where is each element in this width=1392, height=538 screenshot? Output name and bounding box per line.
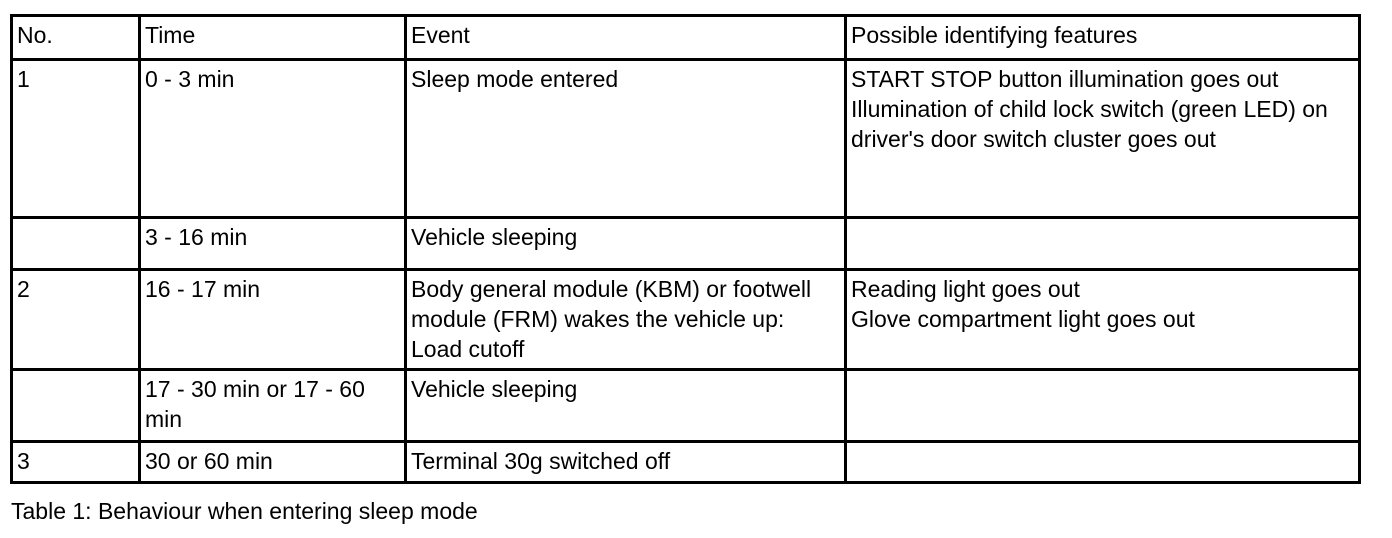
cell-no: 1 [12,60,140,218]
cell-no [12,370,140,442]
header-features: Possible identifying features [846,16,1360,60]
table-row [12,218,1360,270]
cell-time: 16 - 17 min [140,270,406,370]
cell-features: Reading light goes out Glove compartment light goes out [846,270,1360,370]
cell-event: Vehicle sleeping [406,218,846,270]
cell-features: START STOP button illumination goes out Illumination of child lock switch (green LED) on driver's door switch cluster goes out [846,60,1360,218]
table-row [12,270,1360,370]
header-time: Time [140,16,406,60]
sleep-mode-table [10,14,1361,484]
cell-event: Body general module (KBM) or footwell module (FRM) wakes the vehicle up: Load cutoff [406,270,846,370]
cell-no: 2 [12,270,140,370]
cell-features [846,370,1360,442]
cell-features [846,218,1360,270]
cell-time: 3 - 16 min [140,218,406,270]
table-row [12,370,1360,442]
cell-no: 3 [12,442,140,483]
cell-time: 0 - 3 min [140,60,406,218]
cell-features [846,442,1360,483]
table-header-row [12,16,1360,60]
cell-no [12,218,140,270]
header-event: Event [406,16,846,60]
cell-time: 17 - 30 min or 17 - 60 min [140,370,406,442]
header-no: No. [12,16,140,60]
cell-time: 30 or 60 min [140,442,406,483]
table-caption: Table 1: Behaviour when entering sleep mode [11,498,478,524]
table-row [12,442,1360,483]
table-row [12,60,1360,218]
cell-event: Terminal 30g switched off [406,442,846,483]
cell-event: Sleep mode entered [406,60,846,218]
cell-event: Vehicle sleeping [406,370,846,442]
